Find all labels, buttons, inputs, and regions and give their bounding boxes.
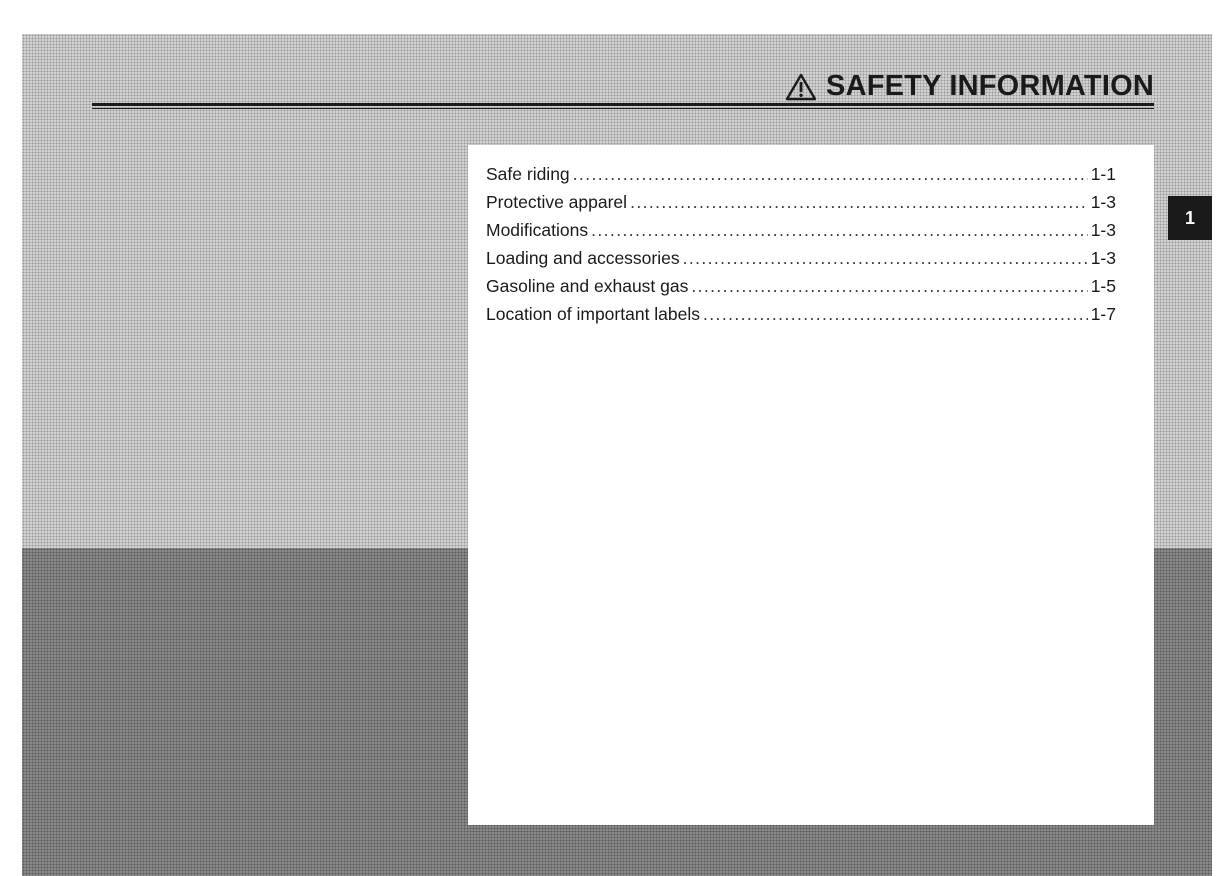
toc-entry-label: Protective apparel	[486, 192, 628, 212]
title-rule	[92, 103, 1154, 106]
toc-leader-dots	[591, 216, 1088, 244]
toc-entry-page: 1-5	[1090, 276, 1116, 296]
toc-leader-dots	[691, 272, 1087, 300]
toc-entry-page: 1-1	[1090, 164, 1116, 184]
toc-entry[interactable]	[486, 272, 1116, 300]
chapter-tab-number: 1	[1184, 207, 1195, 228]
warning-triangle-icon	[784, 72, 818, 102]
chapter-tab[interactable]	[1168, 196, 1212, 240]
toc-entry-page: 1-3	[1090, 248, 1116, 268]
toc-entry-page: 1-3	[1090, 220, 1116, 240]
toc-entry-label: Location of important labels	[486, 304, 701, 324]
toc-entry-page: 1-3	[1090, 192, 1116, 212]
toc-entry[interactable]	[486, 188, 1116, 216]
toc-entry-label: Modifications	[486, 220, 589, 240]
toc-entry-label: Safe riding	[486, 164, 570, 184]
toc-entry-label: Loading and accessories	[486, 248, 680, 268]
toc-entry[interactable]	[486, 216, 1116, 244]
toc-entry[interactable]	[486, 300, 1116, 328]
toc-leader-dots	[573, 160, 1088, 188]
toc-leader-dots	[630, 188, 1088, 216]
section-title	[784, 70, 1154, 103]
title-rule-thin	[92, 108, 1154, 109]
toc-leader-dots	[683, 244, 1088, 272]
toc-entry[interactable]	[486, 244, 1116, 272]
toc-entry-label: Gasoline and exhaust gas	[486, 276, 689, 296]
toc-entry[interactable]	[486, 160, 1116, 188]
section-title-text: SAFETY INFORMATION	[826, 70, 1154, 102]
table-of-contents	[486, 160, 1116, 328]
toc-entry-page: 1-7	[1090, 304, 1116, 324]
toc-leader-dots	[703, 300, 1088, 328]
